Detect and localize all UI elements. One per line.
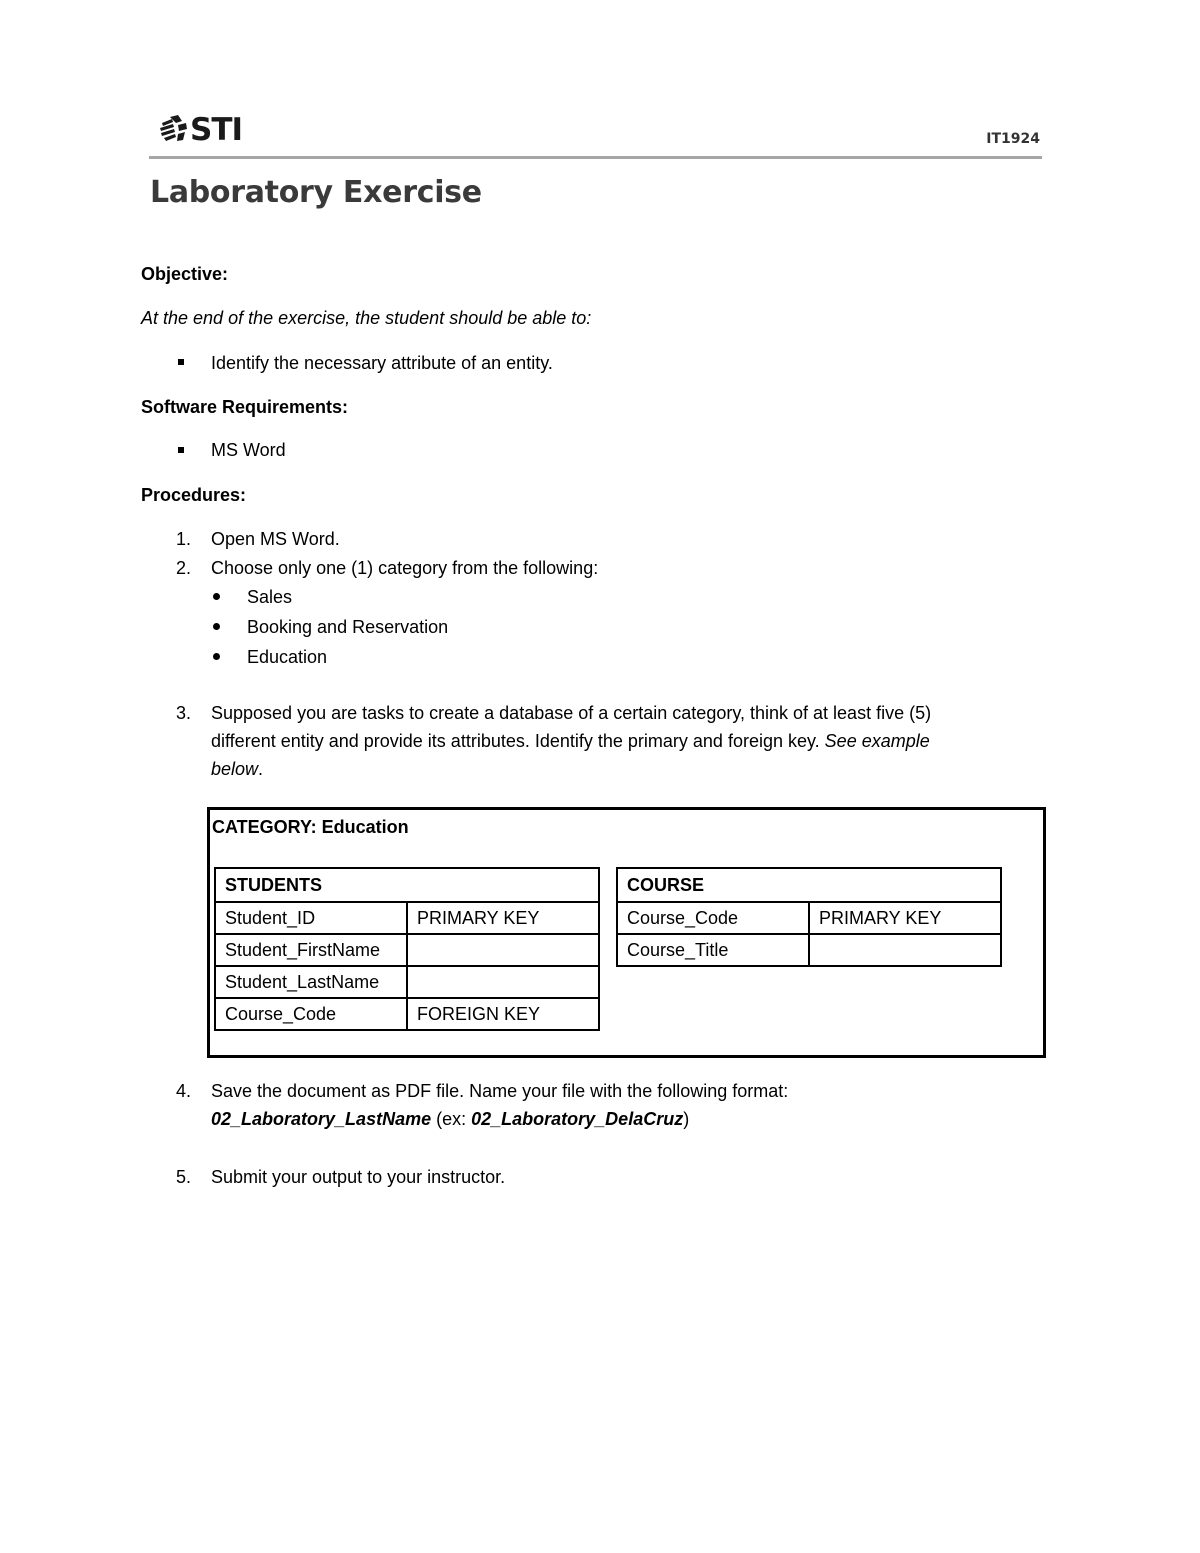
step-text: Submit your output to your instructor. [211,1167,506,1187]
attribute-cell: Student_FirstName [215,934,407,966]
sti-globe-icon [158,113,188,147]
objective-item: Identify the necessary attribute of an entity. [211,353,553,373]
page-title: Laboratory Exercise [150,175,482,210]
procedures-heading: Procedures: [141,485,247,505]
attribute-cell: Course_Code [215,998,407,1030]
category-option: Sales [247,587,293,607]
example-close: ) [683,1109,690,1129]
step-number: 4. [176,1081,192,1101]
table-header-row [617,868,1001,902]
file-example-name: 02_Laboratory_DelaCruz [471,1109,684,1129]
software-item: MS Word [211,440,286,460]
step-text-line: Save the document as PDF file. Name your file with the following format: [211,1081,789,1101]
example-open: (ex: [431,1109,472,1129]
step-text-line [211,1108,689,1130]
step-number: 2. [176,558,192,578]
step-text-line: Supposed you are tasks to create a database of a certain category, think of at least five (5) [211,703,932,723]
attribute-cell: Course_Title [617,934,809,966]
step-text-italic: See example [824,731,930,751]
entity-name: STUDENTS [215,868,599,902]
step-number: 1. [176,529,192,549]
key-cell: PRIMARY KEY [407,902,599,934]
category-label: CATEGORY: Education [212,817,409,837]
table-row [215,998,599,1030]
dot-bullet [213,623,220,630]
key-cell [407,934,599,966]
table-header-row [215,868,599,902]
table-row [215,902,599,934]
table-row [215,966,599,998]
objective-intro: At the end of the exercise, the student should be able to: [141,308,592,328]
step-text-plain: . [258,759,264,779]
dot-bullet [213,593,220,600]
objective-heading: Objective: [141,264,229,284]
key-cell [407,966,599,998]
logo-text: STI [190,112,243,148]
attribute-cell: Student_LastName [215,966,407,998]
category-option: Education [247,647,328,667]
key-cell: PRIMARY KEY [809,902,1001,934]
category-option: Booking and Reservation [247,617,449,637]
square-bullet [178,359,184,365]
table-row [617,934,1001,966]
table-row [215,934,599,966]
entity-name: COURSE [617,868,1001,902]
key-cell: FOREIGN KEY [407,998,599,1030]
square-bullet [178,447,184,453]
attribute-cell: Course_Code [617,902,809,934]
step-text-line [211,758,263,780]
step-text: Choose only one (1) category from the following: [211,558,599,578]
course-code: IT1924 [986,131,1040,147]
step-number: 5. [176,1167,192,1187]
step-number: 3. [176,703,192,723]
step-text-plain: different entity and provide its attributes. Identify the primary and foreign key. [211,731,825,751]
sti-logo [158,110,242,150]
students-entity-table [214,867,600,1031]
step-text-italic: below [211,759,259,779]
file-format-name: 02_Laboratory_LastName [211,1109,432,1129]
header-divider [149,156,1042,159]
step-text-line [211,730,930,752]
attribute-cell: Student_ID [215,902,407,934]
course-entity-table [616,867,1002,967]
step-text: Open MS Word. [211,529,340,549]
dot-bullet [213,653,220,660]
software-heading: Software Requirements: [141,397,349,417]
table-row [617,902,1001,934]
key-cell [809,934,1001,966]
